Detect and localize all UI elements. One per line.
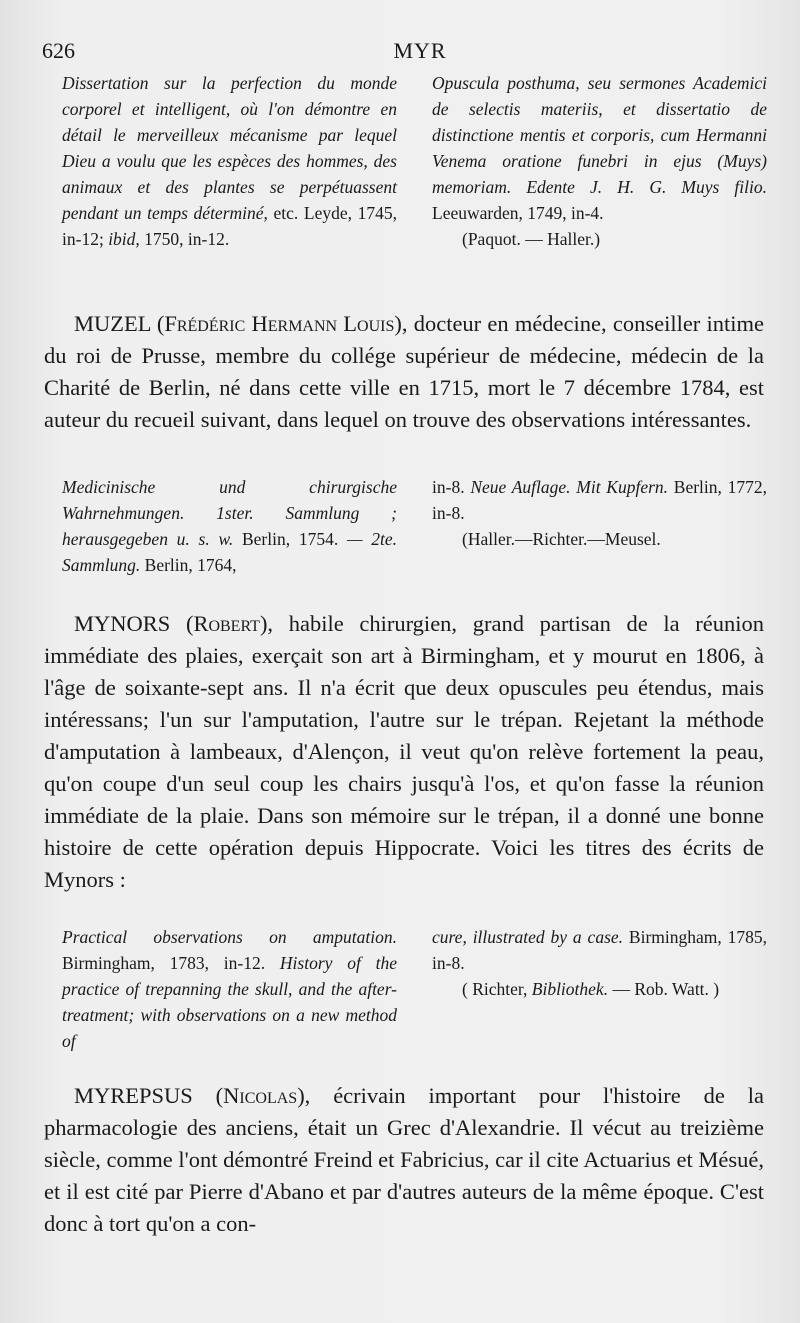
mynors-trepan-title-cont: cure, illustrated by a case. (432, 927, 624, 947)
mynors-works-right (432, 924, 767, 1054)
myrepsus-text: écrivain important pour l'histoire de la pharmacologie des anciens, était un Grec d'Alexandrie. Il vécut au treizième siècle, comme l'ont démontré Freind et Fabricius, car il cite Actuarius et Mésué, et il est cité par Pierre d'Abano et par d'autres auteurs de la même époque. C'est donc à tort qu'on a con- (44, 1083, 765, 1236)
myrepsus-name: MYREPSUS (74, 1083, 193, 1108)
muys-opuscula-title: Opuscula posthuma, seu sermones Academici de selectis materiis, et dissertatio de distinctione mentis et corporis, cum Hermanni Venema oratione funebri in ejus (Muys) memoriam. Edente J. H. G. Muys filio. (432, 73, 767, 197)
muys-works-left (62, 70, 397, 252)
mynors-ref-richter: ( Richter, (462, 979, 528, 999)
muzel-new-edition: Neue Auflage. Mit Kupfern. (470, 477, 669, 497)
muys-references: (Paquot. — Haller.) (462, 229, 601, 249)
muzel-work-2-title: — 2te. Sammlung. (62, 529, 398, 575)
muys-works-right (432, 70, 767, 252)
mynors-trepan-title: History of the practice of trepanning the skull, and the after-treatment; with observations on a new method of (62, 953, 398, 1051)
muys-ibid: ibid, (108, 229, 140, 249)
muzel-works (62, 474, 767, 578)
mynors-given-names: (Robert), (185, 611, 274, 636)
mynors-ref-bibliothek: Bibliothek. (531, 979, 609, 999)
page-number: 626 (42, 38, 75, 63)
mynors-works-left (62, 924, 397, 1054)
muzel-work-2-pub: Berlin, 1764, (144, 555, 237, 575)
muys-ibid-pub: 1750, in-12. (144, 229, 230, 249)
mynors-text: habile chirurgien, grand partisan de la réunion immédiate des plaies, exerçait son art à Birmingham, et y mourut en 1806, à l'âge de soixante-sept ans. Il n'a écrit que deux opuscules peu étendus, mais intéressans; l'un sur l'amputation, l'autre sur le trépan. Rejetant la méthode d'amputation à lambeaux, d'Alençon, il veut qu'on relève fortement la peau, qu'on coupe d'un seul coup les chairs jusqu'à l'os, et qu'on fasse la réunion immédiate de la plaie. Dans son mémoire sur le trépan, il a donné une bonne histoire de cette opération depuis Hippocrate. Voici les titres des écrits de Mynors : (44, 611, 765, 892)
muzel-work-pub: Berlin, 1754. (241, 529, 339, 549)
myrepsus-given-names: (Nicolas), (215, 1083, 311, 1108)
mynors-ref-watt: — Rob. Watt. ) (612, 979, 720, 999)
mynors-entry (44, 608, 764, 896)
running-head: MYR (393, 38, 447, 63)
muzel-name: MUZEL (74, 311, 151, 336)
muzel-works-left (62, 474, 397, 578)
muzel-entry (44, 308, 764, 436)
myrepsus-entry (44, 1080, 764, 1240)
muzel-work-format: in-8. (432, 477, 465, 497)
muzel-works-right (432, 474, 767, 578)
muzel-references: (Haller.—Richter.—Meusel. (462, 529, 661, 549)
muzel-work-title: Medicinische und chirurgische Wahrnehmungen. 1ster. Sammlung ; herausgegeben u. s. w. (62, 477, 397, 549)
mynors-amputation-title: Practical observations on amputation. (62, 927, 397, 947)
mynors-trepan-pub: Birmingham, 1785, in-8. (432, 927, 768, 973)
mynors-works (62, 924, 767, 1054)
muys-dissertation-pub: etc. Leyde, 1745, in-12; (62, 203, 398, 249)
muzel-given-names: (Frédéric Hermann Louis), (156, 311, 408, 336)
mynors-amputation-pub: Birmingham, 1783, in-12. (62, 953, 266, 973)
page-header (40, 38, 760, 68)
muzel-new-edition-pub: Berlin, 1772, in-8. (432, 477, 768, 523)
muys-dissertation-title: Dissertation sur la perfection du monde corporel et intelligent, où l'on démontre en détail le merveilleux mécanisme par lequel Dieu a voulu que les espèces des hommes, des animaux et des plantes se perpétuassent pendant un temps déterminé, (62, 73, 397, 223)
mynors-name: MYNORS (74, 611, 171, 636)
muzel-text: docteur en médecine, conseiller intime du roi de Prusse, membre du collége supérieur de médecine, médecin de la Charité de Berlin, né dans cette ville en 1715, mort le 7 décembre 1784, est auteur du recueil suivant, dans lequel on trouve des observations intéressantes. (44, 311, 764, 432)
muys-opuscula-pub: Leeuwarden, 1749, in-4. (432, 203, 604, 223)
mynors-references (432, 976, 767, 1002)
muys-works (62, 70, 767, 252)
